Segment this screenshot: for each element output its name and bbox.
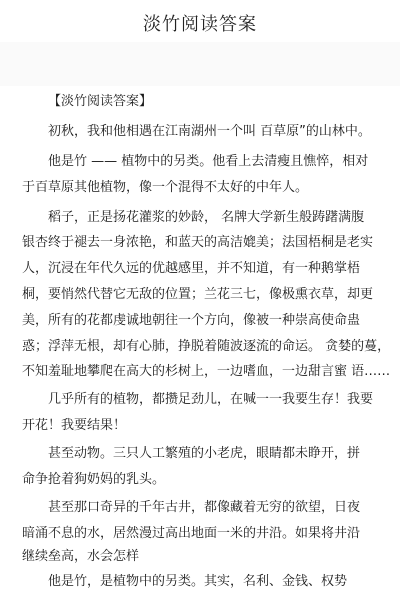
text-line: 初秋，我和他相遇在江南湖州一个叫 百草原”的山林中。 [48,124,371,139]
text-line: 银杏终于褪去一身浓艳，和蓝天的高洁媲美；法国梧桐是老实 [22,235,374,250]
text-line: 命争抢着狗奶妈的乳头。 [22,472,166,487]
text-line: 人，沉浸在年代久远的优越感里，并不知道，有一种鹅掌梧 [22,261,361,276]
section-heading: 【淡竹阅读答案】 [48,94,153,109]
text-line: 于百草原其他植物，像一个混得不太好的中年人。 [22,180,309,195]
page-title: 淡竹阅读答案 [143,14,257,35]
text-line: 暗涌不息的水，居然漫过高出地面一米的井沿。如果将井沿 [22,526,361,541]
text-line: 桐，要悄然代替它无敌的位置；兰花三七，像极熏衣草，却更 [22,287,374,302]
header-box [0,42,400,86]
text-line: 继续垒高，水会怎样 [22,549,140,564]
text-line: 惑；浮萍无根，却有心肺，挣脱着随波逐流的命运。 贪婪的蔓， [22,339,391,354]
text-line: 几乎所有的植物，都攒足劲儿，在喊一一我要生存！我要 [48,392,374,407]
text-line: 稻子，正是扬花灌浆的妙龄， 名牌大学新生般踌躇满腹 [48,210,365,225]
text-line: 不知羞耻地攀爬在高大的杉树上，一边嗜血，一边甜言蜜 语…… [22,364,391,379]
text-line: 开花！我要结果！ [22,418,127,433]
text-line: 他是竹，是植物中的另类。其实，名利、金钱、权势 [48,574,348,589]
text-line: 甚至那口奇异的千年古井，都像藏着无穷的欲望，日夜 [48,500,361,515]
text-line: 他是竹 —— 植物中的另类。他看上去清瘦且憔悴，相对 [48,154,369,169]
text-line: 甚至动物。三只人工繁殖的小老虎，眼睛都未睁开，拼 [48,446,361,461]
text-line: 美，所有的花都虔诚地朝往一个方向，像被一种崇高使命蛊 [22,313,361,328]
